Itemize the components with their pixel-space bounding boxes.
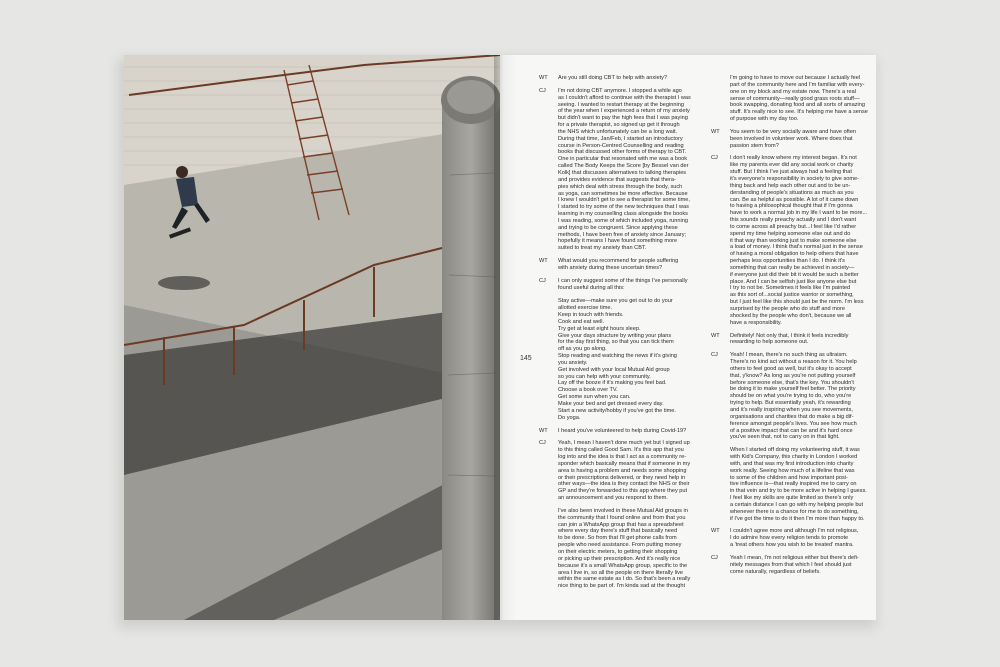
qa-block — [539, 88, 709, 252]
speaker-initials: CJ — [539, 440, 546, 447]
qa-block — [711, 352, 871, 441]
qa-text: What would you recommend for people suffering with anxiety during these uncertain times? — [558, 258, 679, 271]
qa-text: I heard you've volunteered to help during Covid-19? — [558, 427, 687, 434]
qa-block — [711, 555, 871, 576]
qa-text: I'm not doing CBT anymore. I stopped a while ago as I couldn't afford to continue with the therapist I was seeing. I wanted to restart therapy at the beginning of the year when I experienced a return of my anxiety but didn't want to pay the high fees that I was paying for a private therapist, so signed up get it through the NHS which unfortunately can be a long wait. During that time, Jan/Feb, I started an introductory course in Person-Centred Counselling and reading books that discussed other forms of therapy to CBT. One in particular that resonated with me was a book called The Body Keeps the Score [by Bessel van der Kolk] that discusses alternatives to talking therapies and provides evidence that suggests that thera- pies which deal with stress through the body, such as yoga, can sometimes be more effective. Because I knew I wouldn't get to see a therapist for some time, I started to try some of the new techniques that I was learning in my counselling class alongside the books I was reading, some of which included yoga, running and trying to be congruent. Since applying these methods, I have been free of anxiety since January; hopefully it means I have found something more suited to treat my anxiety than CBT. — [558, 87, 691, 252]
speaker-initials: CJ — [539, 87, 546, 94]
page-number: 145 — [520, 355, 532, 362]
qa-text: Yeah! I mean, there's no such thing as ultraism. There's no kind act without a reason for it. You help others to feel good as well, but it's okay to accept that, y'know? As long as you're not putting yourself before someone else, that's the key. You shouldn't be doing it to make yourself feel better. The priority should be on what you're trying to do, who you're trying to help. But essentially yeah, it's rewarding and it's really inspiring when you see movements, organisations and charities that do make a big dif- ference amongst people's lives. You see how much of a positive impact that can be and it's hard once you've seen that, not to carry on in that light. — [730, 352, 857, 441]
interview-column-left — [539, 75, 709, 596]
qa-block — [539, 508, 709, 590]
qa-text: I can only suggest some of the things I've personally found useful during all this: Stay active—make sure you get out to do your allotted exercise time. Keep in touch with friends. Cook and eat well. Try get at least eight hours sleep. Give your days structure by writing your plans for the day first thing, so that you can tick them off as you go along. Stop reading and watching the news if it's giving you anxiety. Get involved with your local Mutual Aid group so you can help with your community. Lay off the booze if it's making you feel bad. Choose a book over TV. Get some sun when you can. Make your bed and get dressed every day. Start a new activity/hobby if you've got the time. Do yoga. — [558, 277, 688, 421]
qa-block — [539, 75, 709, 82]
qa-block — [539, 278, 709, 422]
qa-text: I'm going to have to move out because I actually feel part of the community here and I'm familiar with every- one on my block and my estate now. There's a real sense of community—really good grass roots stuff— book swapping, donating food and all sorts of amazing stuff. It's really nice to see. It's helping me have a sense of purpose with my day too. — [730, 75, 868, 123]
qa-block — [711, 333, 871, 347]
speaker-initials: WT — [711, 332, 720, 339]
speaker-initials — [539, 508, 558, 590]
speaker-initials: WT — [711, 128, 720, 135]
speaker-initials: CJ — [539, 277, 546, 284]
qa-text: You seem to be very socially aware and have often been involved in volunteer work. Where does that passion stem from? — [730, 128, 857, 149]
qa-text: I don't really know where my interest began. It's not like my parents ever did any social work or charity stuff. But I think I've just always had a feeling that it's everyone's responsibility in society to give some- thing back and help each other out and to be un- derstanding of people's situations as much as you can. Be as helpful as possible. A lot of it came down to having a philosophical thought that if I'm gonna have to work a normal job in my life I want to be more... this sounds really preachy actually and I don't want to come across all preachy but...I feel like I'd rather spend my time helping someone else out and do it that way than working just to make someone else a load of money. I think that's normal just in the sense of having a moral obligation to help others that have perhaps less opportunities than I do. I think it's something that can really be achieved in society— if everyone just did their bit it would be such a better place. And I can be selfish just like anyone else but I try to not be. Sometimes it feels like I'm painted as this sort of...social justice warrior or something, but I just feel like this should just be the norm. I'm less surprised by the people who do stuff and more shocked by the people who don't, because we all have a responsibility. — [730, 155, 868, 326]
qa-text: Yeah, I mean I haven't done much yet but I signed up to this thing called Good Sam. It's this app that you log into and the idea is that I act as a community re- sponder which basically means that if someone in my area is having a problem and needs some shopping or their prescriptions delivered, or they need help in other ways—the idea is they contact the NHS or their GP and they're forwarded to this app where they put an announcement and you respond to them. — [558, 440, 691, 502]
speaker-initials: CJ — [711, 155, 718, 162]
interview-column-right — [711, 75, 871, 582]
qa-text: Definitely! Not only that, I think it feels incredibly rewarding to help someone out. — [730, 332, 849, 346]
speaker-initials: CJ — [711, 352, 718, 359]
speaker-initials: CJ — [711, 555, 718, 561]
qa-block — [711, 528, 871, 549]
speaker-initials: WT — [539, 75, 548, 81]
qa-text: Are you still doing CBT to help with anxiety? — [558, 75, 668, 81]
magazine-spread — [124, 55, 876, 620]
qa-text: I couldn't agree more and although I'm not religious, I do admire how every religion tends to promote a 'treat others how you wish to be treated' mantra. — [730, 528, 859, 549]
qa-block — [711, 447, 871, 522]
qa-block — [539, 440, 709, 502]
speaker-initials: WT — [711, 528, 720, 535]
speaker-initials: WT — [539, 427, 548, 434]
qa-block — [539, 428, 709, 435]
qa-block — [711, 155, 871, 326]
qa-text: Yeah I mean, I'm not religious either but there's defi- nitely messages from that which I feel should just come naturally, regardless of beliefs. — [730, 555, 859, 575]
page-gutter — [494, 55, 516, 620]
qa-block — [711, 129, 871, 150]
qa-text: When I started off doing my volunteering stuff, it was with Kid's Company, this charity in London I worked with, and that was my first introduction into charity work really. Seeing how much of a lifeline that was to some of the children and how important posi- tive influence is—that really inspired me to carry on in that vein and try to be more active in helping I guess. I feel like my skills are quite limited so there's only a certain distance I can go with my helping people but whenever there is a chance for me to do something, if I've got the time to do it then I'm more than happy to. — [730, 447, 867, 522]
qa-text: I've also been involved in these Mutual Aid groups in the community that I found online and from that you can join a WhatsApp group that has a spreadsheet where every day there's stuff that basically need to be done. So from that I'll get phone calls from people who need assistance. From putting money on their electric meters, to getting their shopping or picking up their prescription. And it's really nice because it's a small WhatsApp group, specific to the area I live in, so all the people on there literally live within the same estate as I do. So that's been a really nice thing to be part of. I'm kinda sad at the thought — [558, 507, 691, 590]
speaker-initials — [711, 75, 730, 123]
qa-block — [539, 258, 709, 272]
qa-block — [711, 75, 871, 123]
speaker-initials — [711, 447, 730, 522]
skateboarder-photo — [124, 55, 500, 620]
speaker-initials: WT — [539, 258, 548, 265]
